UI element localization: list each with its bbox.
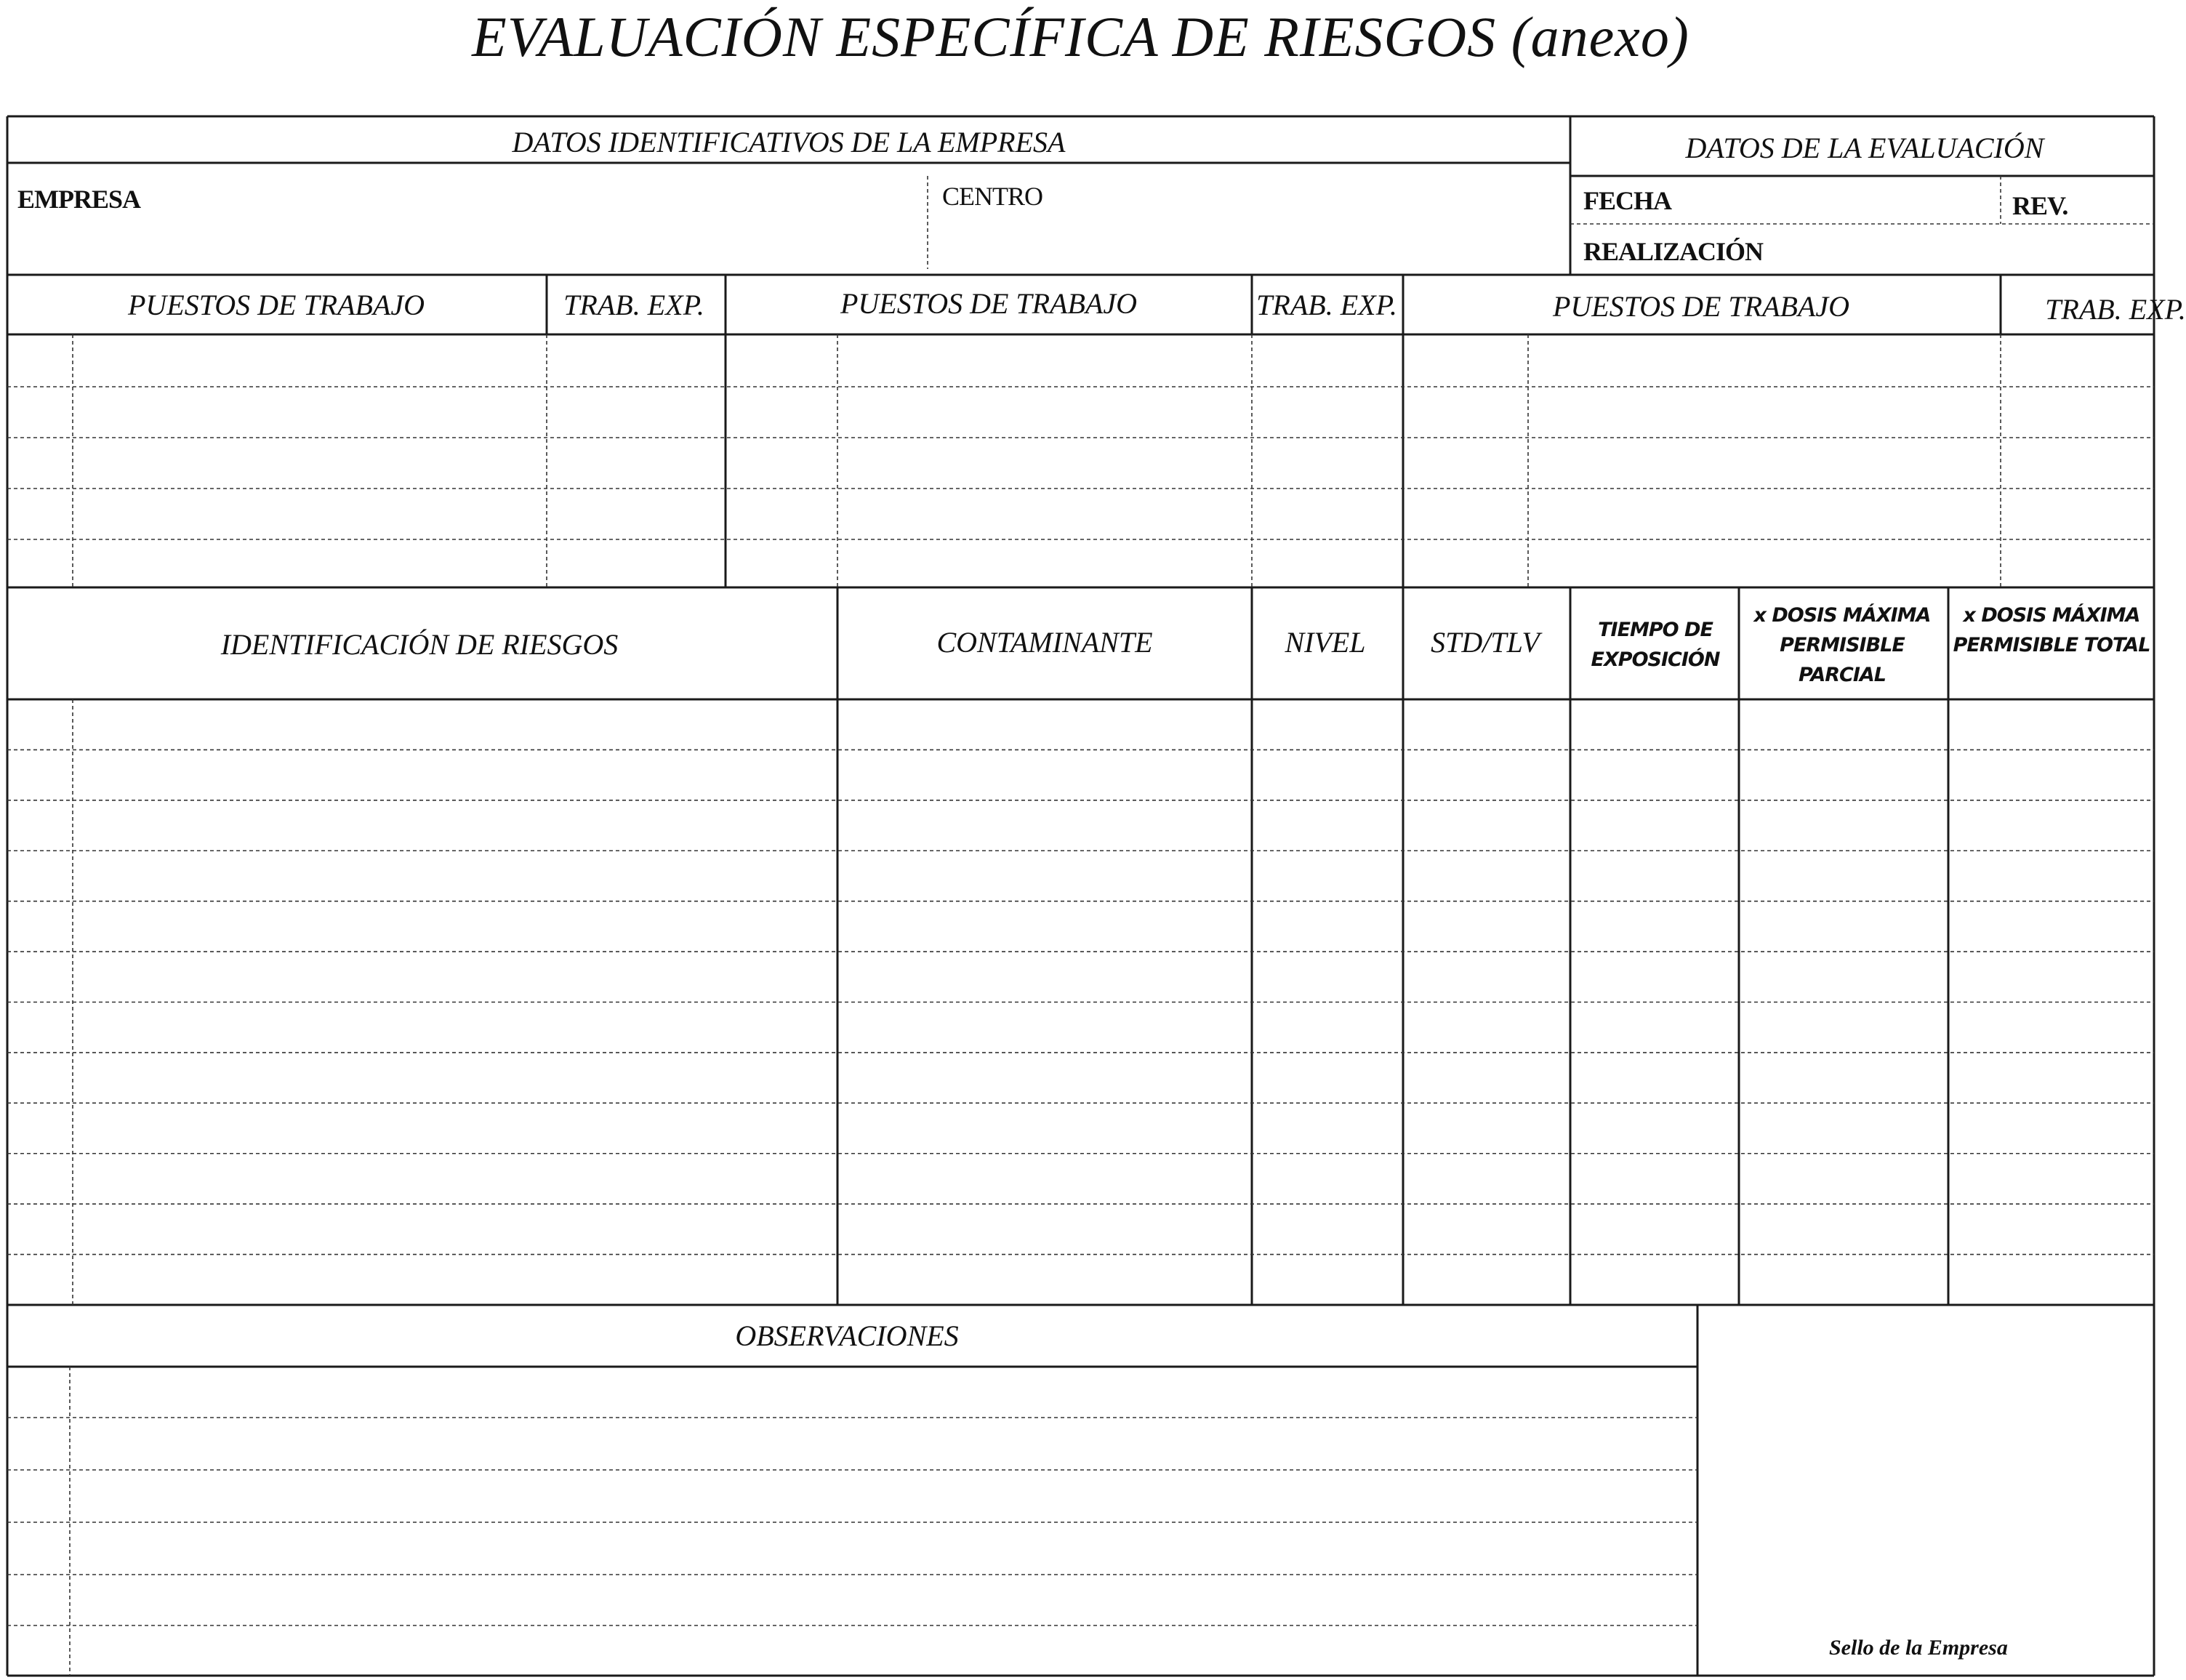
tiempo-exposicion-header: TIEMPO DE EXPOSICIÓN xyxy=(1591,619,1720,671)
empresa-label: EMPRESA xyxy=(17,185,141,214)
dosis-parcial-header: x DOSIS MÁXIMA PERMISIBLE PARCIAL xyxy=(1753,604,1931,686)
empresa-section-header: DATOS IDENTIFICATIVOS DE LA EMPRESA xyxy=(512,126,1066,158)
puestos-header-2: PUESTOS DE TRABAJO xyxy=(840,287,1138,320)
std-tlv-header: STD/TLV xyxy=(1431,626,1540,659)
trab-exp-header-1: TRAB. EXP. xyxy=(563,289,704,321)
page-title: EVALUACIÓN ESPECÍFICA DE RIESGOS (anexo) xyxy=(472,5,1689,68)
fecha-label: FECHA xyxy=(1583,186,1671,215)
observaciones-header: OBSERVACIONES xyxy=(735,1319,959,1352)
trab-exp-header-3: TRAB. EXP. xyxy=(2045,293,2186,326)
dosis-total-header: x DOSIS MÁXIMA PERMISIBLE TOTAL xyxy=(1953,604,2150,656)
puestos-header-1: PUESTOS DE TRABAJO xyxy=(127,289,425,321)
company-stamp-label: Sello de la Empresa xyxy=(1829,1636,2008,1660)
nivel-header: NIVEL xyxy=(1285,626,1366,659)
trab-exp-header-2: TRAB. EXP. xyxy=(1256,289,1397,321)
identificacion-riesgos-header: IDENTIFICACIÓN DE RIESGOS xyxy=(220,628,619,661)
puestos-header-3: PUESTOS DE TRABAJO xyxy=(1552,290,1850,323)
rev-label: REV. xyxy=(2012,191,2068,220)
centro-label: CENTRO xyxy=(942,182,1042,211)
contaminante-header: CONTAMINANTE xyxy=(936,626,1153,659)
realizacion-label: REALIZACIÓN xyxy=(1583,237,1764,266)
evaluacion-section-header: DATOS DE LA EVALUACIÓN xyxy=(1685,132,2044,164)
